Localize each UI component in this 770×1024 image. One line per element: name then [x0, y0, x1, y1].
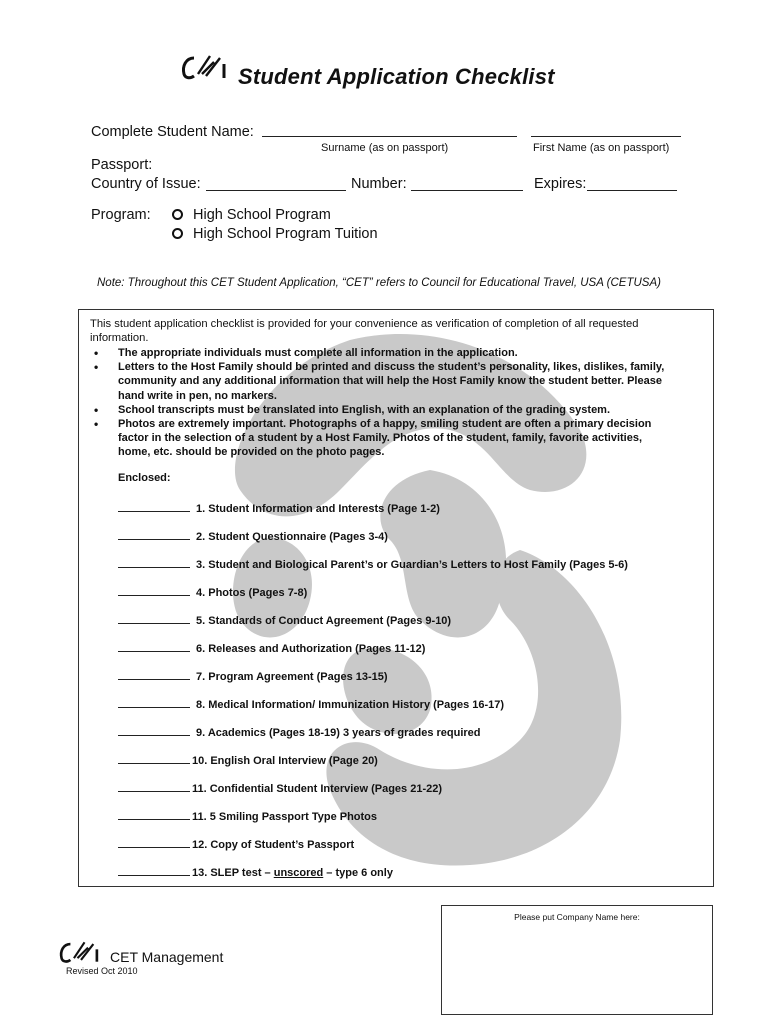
- checkoff-blank[interactable]: [118, 670, 190, 680]
- checklist-item: 5. Standards of Conduct Agreement (Pages 9-10): [118, 614, 451, 627]
- program-option-label: High School Program Tuition: [193, 226, 378, 242]
- checklist-item: 7. Program Agreement (Pages 13-15): [118, 670, 388, 683]
- passport-number-field[interactable]: [411, 190, 523, 191]
- bullet-item: • Letters to the Host Family should be printed and discuss the student’s personality, likes, dislikes, family, community and any additional information that will help the Host Family know the student better. Please hand write in pen, no markers.: [90, 360, 670, 403]
- checkoff-blank[interactable]: [118, 614, 190, 624]
- checkoff-blank[interactable]: [118, 558, 190, 568]
- expires-label: Expires:: [534, 176, 587, 192]
- student-name-label: Complete Student Name:: [91, 124, 254, 140]
- checklist-item: 9. Academics (Pages 18-19) 3 years of grades required: [118, 726, 481, 739]
- first-name-field[interactable]: [531, 136, 681, 137]
- expires-field[interactable]: [587, 190, 677, 191]
- first-name-caption: First Name (as on passport): [533, 142, 670, 154]
- bullet-item: • The appropriate individuals must complete all information in the application.: [90, 346, 670, 360]
- program-option-label: High School Program: [193, 207, 331, 223]
- checklist-intro: This student application checklist is provided for your convenience as verification of completion of all requested information.: [90, 318, 639, 344]
- checkoff-blank[interactable]: [118, 810, 190, 820]
- checklist-item: 13. SLEP test – unscored – type 6 only: [118, 866, 393, 879]
- bullet-item: • School transcripts must be translated into English, with an explanation of the grading system.: [90, 403, 670, 417]
- checkoff-blank[interactable]: [118, 782, 190, 792]
- bullet-item: • Photos are extremely important. Photographs of a happy, smiling student are often a primary decision factor in the selection of a student by a Host Family. Photos of the student, family, favorite activities, home, etc. should be provided on the photo pages.: [90, 417, 670, 460]
- unscored-text: unscored: [273, 867, 324, 879]
- company-name-label: Please put Company Name here:: [514, 912, 640, 922]
- program-label: Program:: [91, 207, 151, 223]
- checklist-item: 1. Student Information and Interests (Page 1-2): [118, 502, 440, 515]
- revised-date: Revised Oct 2010: [66, 966, 138, 976]
- checklist-item: 8. Medical Information/ Immunization History (Pages 16-17): [118, 698, 504, 711]
- surname-caption: Surname (as on passport): [321, 142, 449, 154]
- passport-number-label: Number:: [351, 176, 407, 192]
- cet-logo: [180, 50, 232, 84]
- enclosed-label: Enclosed:: [118, 472, 171, 484]
- radio-circle-icon[interactable]: [172, 209, 183, 220]
- radio-circle-icon[interactable]: [172, 228, 183, 239]
- checklist-item: 2. Student Questionnaire (Pages 3-4): [118, 530, 388, 543]
- country-of-issue-field[interactable]: [206, 190, 346, 191]
- checkoff-blank[interactable]: [118, 726, 190, 736]
- instruction-bullets: [90, 346, 670, 460]
- checklist-item: 3. Student and Biological Parent’s or Guardian’s Letters to Host Family (Pages 5-6): [118, 558, 628, 571]
- cet-management-label: CET Management: [110, 949, 224, 965]
- checklist-item: 11. 5 Smiling Passport Type Photos: [118, 810, 377, 823]
- page-title: Student Application Checklist: [238, 64, 555, 89]
- checklist-item: 10. English Oral Interview (Page 20): [118, 754, 378, 767]
- checkoff-blank[interactable]: [118, 642, 190, 652]
- checkoff-blank[interactable]: [118, 866, 190, 876]
- checklist-item: 4. Photos (Pages 7-8): [118, 586, 307, 599]
- surname-field[interactable]: [262, 136, 517, 137]
- checkoff-blank[interactable]: [118, 698, 190, 708]
- passport-label: Passport:: [91, 157, 153, 173]
- cet-footer-logo: [58, 937, 104, 967]
- checkoff-blank[interactable]: [118, 502, 190, 512]
- checkoff-blank[interactable]: [118, 530, 190, 540]
- country-of-issue-label: Country of Issue:: [91, 176, 201, 192]
- cet-note: Note: Throughout this CET Student Application, “CET” refers to Council for Educational Travel, USA (CETUSA): [97, 277, 661, 289]
- program-option-high-school[interactable]: [172, 207, 331, 223]
- checkoff-blank[interactable]: [118, 838, 190, 848]
- checklist-item: 11. Confidential Student Interview (Pages 21-22): [118, 782, 442, 795]
- checkoff-blank[interactable]: [118, 586, 190, 596]
- checkoff-blank[interactable]: [118, 754, 190, 764]
- checklist-item: 12. Copy of Student’s Passport: [118, 838, 354, 851]
- checklist-item: 6. Releases and Authorization (Pages 11-12): [118, 642, 425, 655]
- program-option-tuition[interactable]: [172, 226, 378, 242]
